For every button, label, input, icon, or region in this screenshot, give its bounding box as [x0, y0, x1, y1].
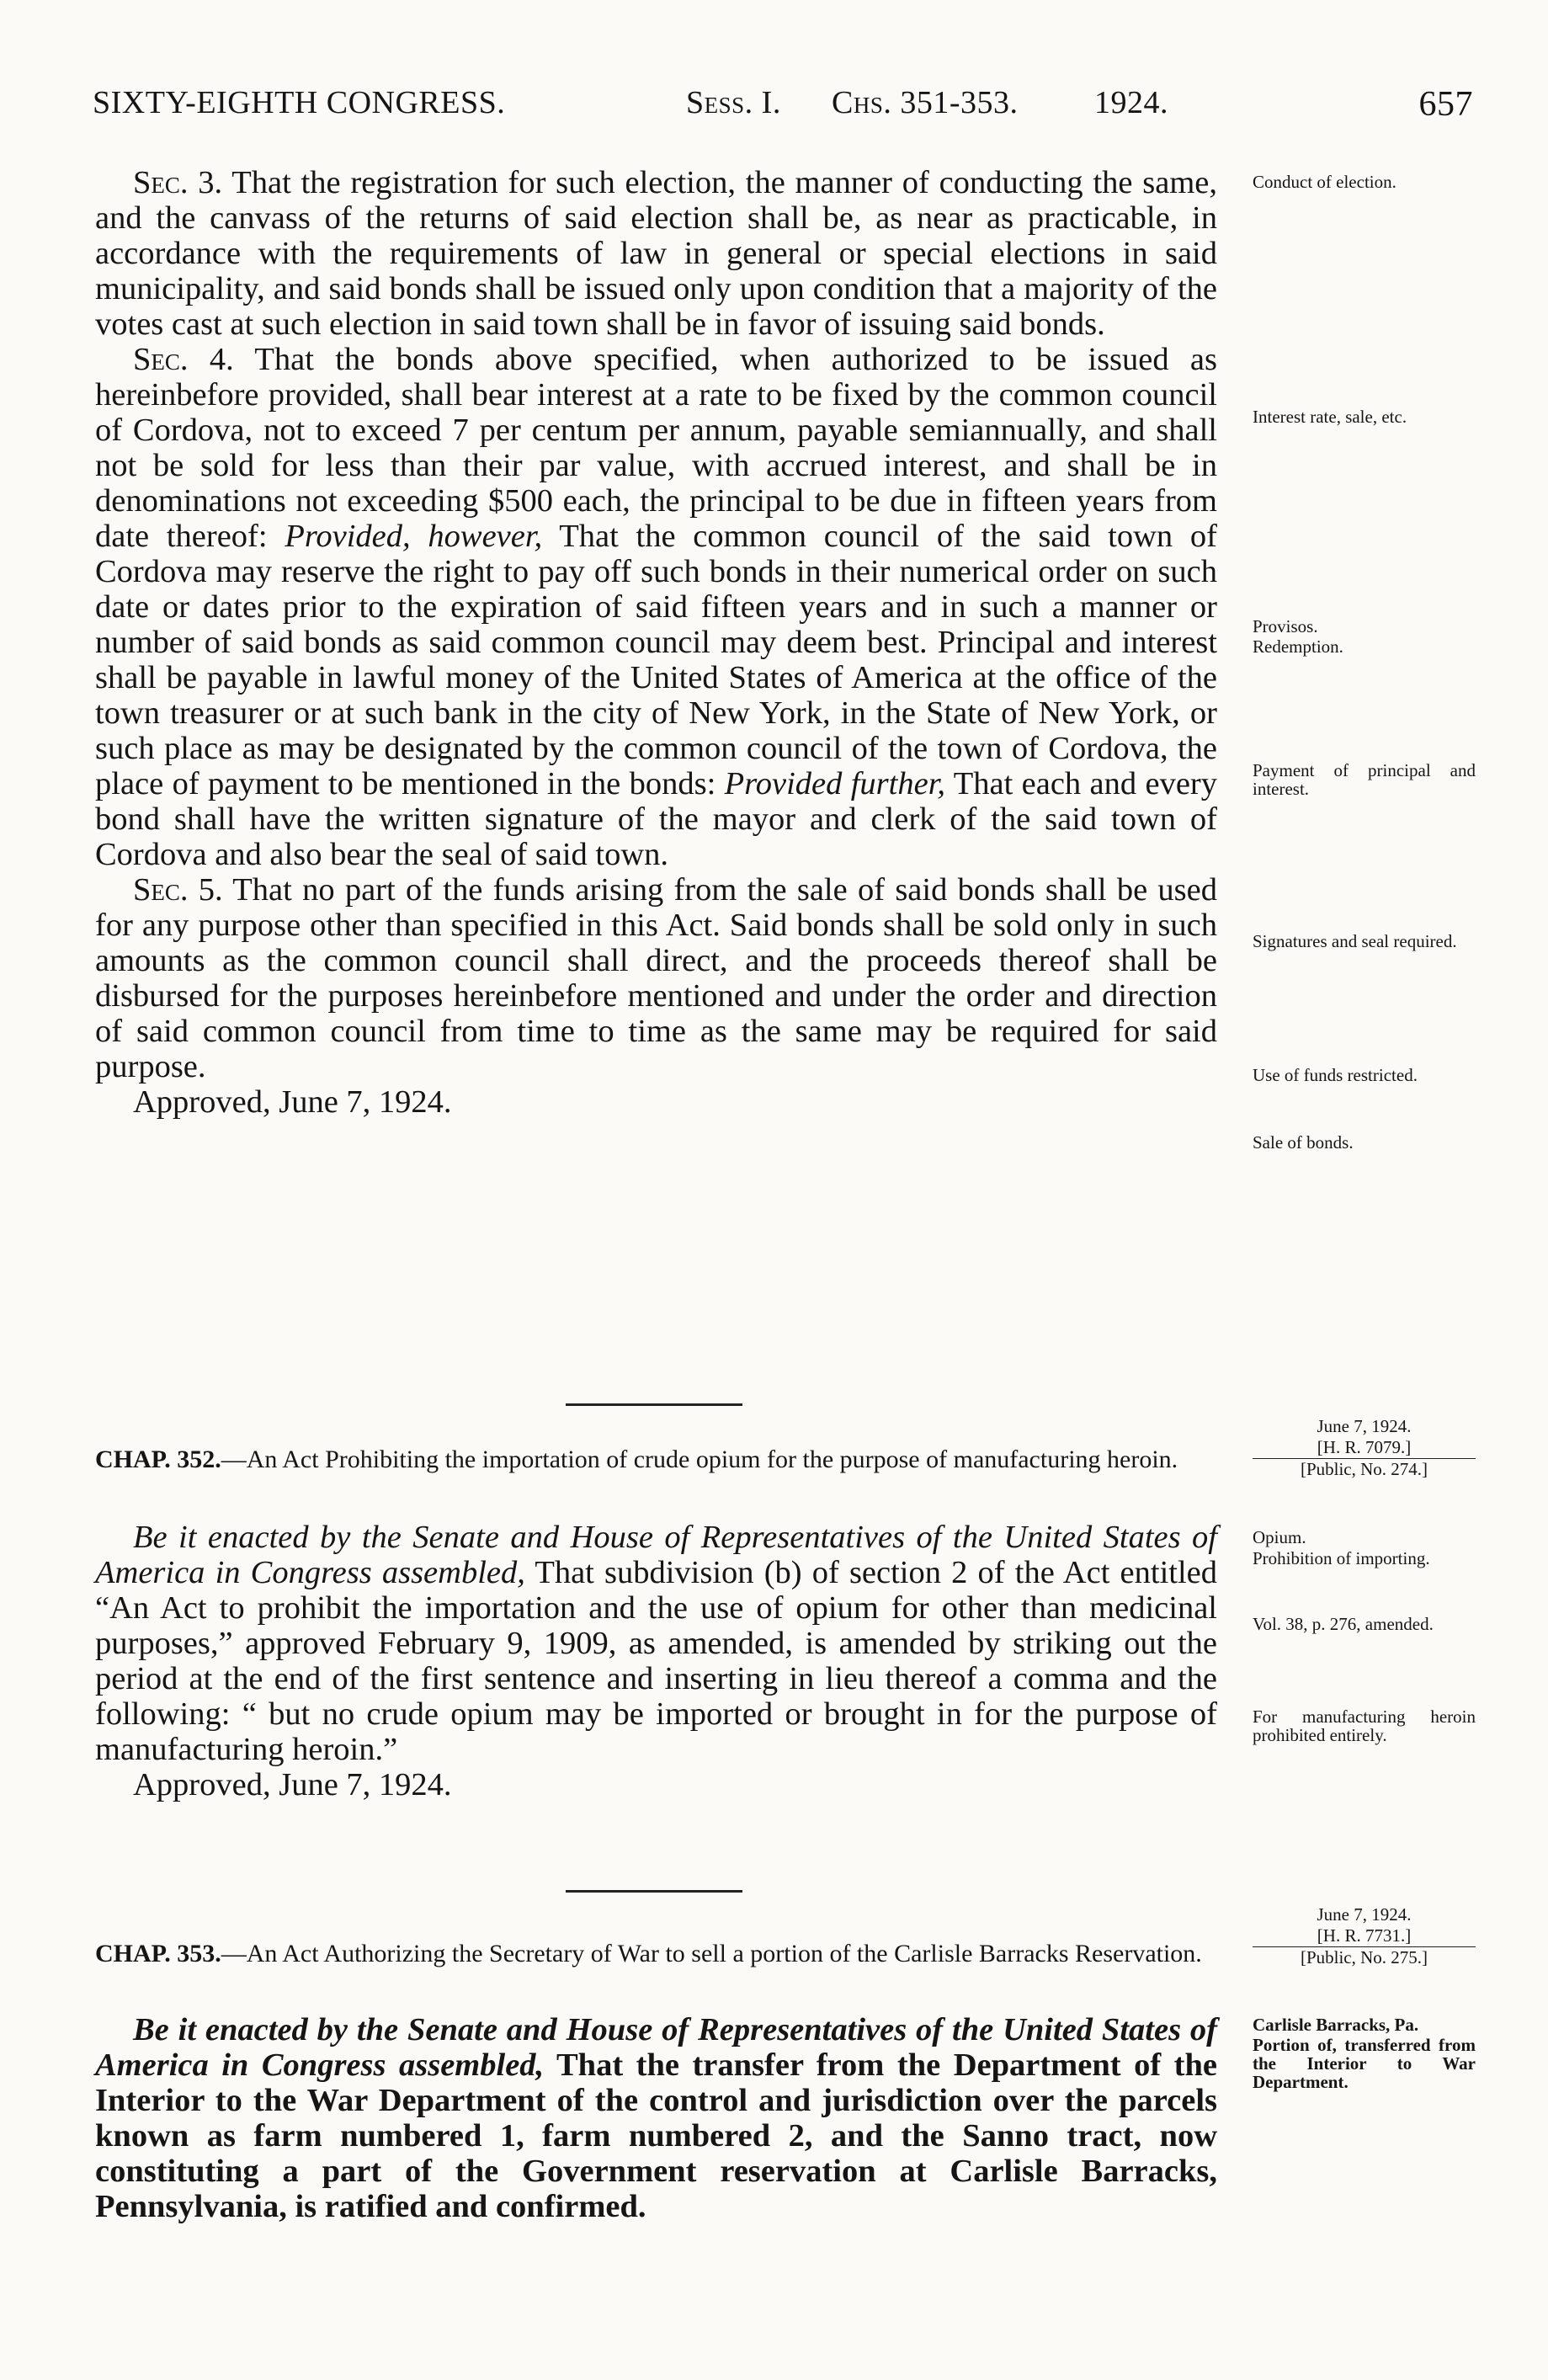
- margin-note-portion: Portion of, transferred from the Interior to War Department.: [1253, 2035, 1476, 2092]
- section-4-text-1: That the bonds above specified, when authorized to be issued as hereinbefore provided, shall bear interest at a rate to be fixed by the common council of Cordova, not to exceed 7 per centum per annum, payable semiannually, and shall not be sold for less than their par value, with accrued interest, and shall be in denominations not exceeding $500 each, the principal to be due in fifteen years from date thereof:: [95, 342, 1218, 554]
- chapter-353-paragraph: [95, 2012, 1217, 2224]
- section-4: [95, 342, 1217, 872]
- header-congress: SIXTY-EIGHTH CONGRESS.: [93, 85, 506, 120]
- header-year: 1924.: [1094, 85, 1168, 120]
- chapter-353-label: CHAP. 353.: [95, 1940, 221, 1967]
- approved-351: Approved, June 7, 1924.: [133, 1084, 452, 1120]
- running-header: [93, 84, 1473, 135]
- margin-note-vol-ref: Vol. 38, p. 276, amended.: [1253, 1614, 1434, 1634]
- margin-note-sale-bonds: Sale of bonds.: [1253, 1132, 1354, 1153]
- section-4-text-3: That each and every bond shall have the written signature of the mayor and clerk of the said town of Cordova and also bear the seal of said town.: [95, 766, 1218, 872]
- chapter-353-title-text: —An Act Authorizing the Secretary of War to sell a portion of the Carlisle Barracks Reservation.: [221, 1940, 1202, 1967]
- chapter-352-date: June 7, 1924.: [1317, 1416, 1412, 1436]
- chapter-351-continuation: [95, 165, 1217, 1120]
- section-4-text-2: That the common council of the said town of Cordova may reserve the right to pay off such bonds in their numerical order on such date or dates prior to the expiration of said fifteen years and in such a manner or number of said bonds as said common council may deem best. Principal and interest shall be payable in lawful money of the United States of America at the office of the town treasurer or at such bank in the city of New York, in the State of New York, or such place as may be designated by the common council of the town of Cordova, the place of payment to be mentioned in the bonds:: [95, 519, 1217, 801]
- margin-note-manufacturing: For manufacturing heroin prohibited entirely.: [1253, 1706, 1476, 1745]
- chapter-353-date: June 7, 1924.: [1317, 1904, 1412, 1925]
- separator-rule-2: [566, 1890, 742, 1893]
- chapter-353-public-law: [Public, No. 275.]: [1253, 1946, 1476, 1968]
- section-3-text: That the registration for such election, the manner of conducting the same, and the canvass of the returns of said election shall be, as near as practicable, in accordance with the requirements of law in general or special elections in said municipality, and said bonds shall be issued only upon condition that a majority of the votes cast at such election in said town shall be in favor of issuing said bonds.: [95, 165, 1217, 342]
- chapter-353-title: [95, 1940, 1217, 1968]
- section-3: [95, 165, 1217, 342]
- chapter-353-citation: [1253, 1904, 1476, 1968]
- separator-rule-1: [566, 1403, 742, 1406]
- margin-note-opium: Opium.: [1253, 1527, 1306, 1547]
- approved-352: Approved, June 7, 1924.: [133, 1767, 452, 1802]
- margin-note-signatures: Signatures and seal required.: [1253, 931, 1457, 951]
- margin-note-interest: Interest rate, sale, etc.: [1253, 407, 1407, 427]
- chapter-353-bill: [H. R. 7731.]: [1317, 1925, 1412, 1946]
- section-5-text: That no part of the funds arising from the sale of said bonds shall be used for any purpose other than specified in this Act. Said bonds shall be sold only in such amounts as the common council shall direct, and the proceeds thereof shall be disbursed for the purposes hereinbefore mentioned and under the order and direction of said common council from time to time as the same may be required for said purpose.: [95, 872, 1217, 1084]
- margin-note-redemption: Redemption.: [1253, 636, 1343, 657]
- header-chapters: Chs. 351-353.: [832, 85, 1019, 120]
- section-4-label: Sec. 4.: [133, 342, 234, 377]
- chapter-352-label: CHAP. 352.: [95, 1446, 221, 1473]
- margin-note-carlisle: Carlisle Barracks, Pa.: [1253, 2015, 1419, 2035]
- page-number: 657: [1418, 85, 1473, 124]
- chapter-352-text: That subdivision (b) of section 2 of the Act entitled “An Act to prohibit the importation and the use of opium for other than medicinal purposes,” approved February 9, 1909, as amended, is amended by striking out the period at the end of the first sentence and inserting in lieu thereof a comma and the following: “ but no crude opium may be imported or brought in for the purpose of manufacturing heroin.”: [95, 1555, 1217, 1767]
- header-session: Sess. I.: [686, 85, 781, 120]
- chapter-352-paragraph: [95, 1520, 1217, 1767]
- chapter-352-body: [95, 1520, 1217, 1802]
- section-3-label: Sec. 3.: [133, 165, 223, 200]
- chapter-353-text: That the transfer from the Department of the Interior to the War Department of the control and jurisdiction over the parcels known as farm numbered 1, farm numbered 2, and the Sanno tract, now constituting a part of the Government reservation at Carlisle Barracks, Pennsylvania, is ratified and confirmed.: [95, 2047, 1217, 2224]
- margin-note-conduct: Conduct of election.: [1253, 172, 1396, 192]
- margin-note-payment: Payment of principal and interest.: [1253, 760, 1476, 799]
- chapter-353-body: [95, 2012, 1217, 2224]
- chapter-352-title: [95, 1446, 1217, 1474]
- margin-note-provisos: Provisos.: [1253, 616, 1318, 636]
- margin-note-use-funds: Use of funds restricted.: [1253, 1065, 1418, 1085]
- margin-note-prohibition: Prohibition of importing.: [1253, 1548, 1430, 1568]
- chapter-352-enacting-clause: Be it enacted by the Senate and House of Representatives of the United States of America in Congress assembled,: [95, 1520, 1217, 1590]
- chapter-352-public-law: [Public, No. 274.]: [1253, 1458, 1476, 1480]
- chapter-353-enacting-clause: Be it enacted by the Senate and House of Representatives of the United States of America in Congress assembled,: [95, 2012, 1217, 2083]
- section-5-label: Sec. 5.: [133, 872, 223, 908]
- chapter-352-citation: [1253, 1416, 1476, 1480]
- section-4-proviso-1: Provided, however,: [285, 519, 543, 554]
- section-4-proviso-2: Provided further,: [724, 766, 946, 801]
- chapter-352-bill: [H. R. 7079.]: [1317, 1437, 1412, 1457]
- chapter-352-title-text: —An Act Prohibiting the importation of crude opium for the purpose of manufacturing heroin.: [221, 1446, 1178, 1473]
- section-5: [95, 872, 1217, 1084]
